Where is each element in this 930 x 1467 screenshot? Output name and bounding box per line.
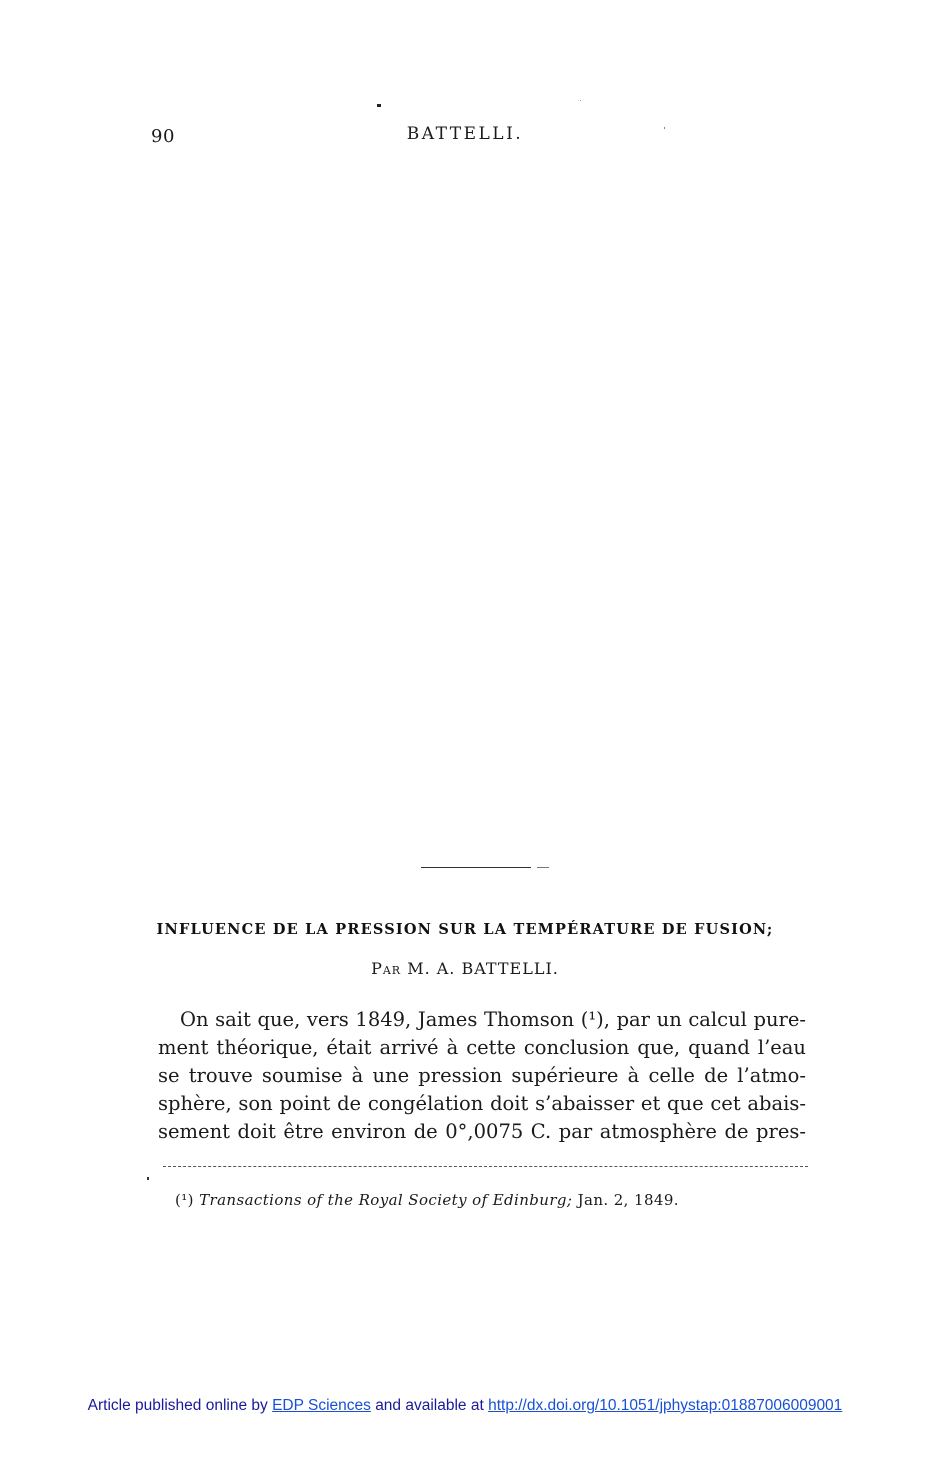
author-line [0, 959, 930, 978]
scan-speck [580, 100, 581, 101]
footnote-date: Jan. 2, 1849. [577, 1191, 679, 1209]
title-separator-rule-tail [537, 867, 549, 868]
scan-speck [147, 1177, 149, 1180]
running-head: BATTELLI. [406, 124, 524, 144]
title-separator-rule [421, 867, 531, 868]
publisher-link[interactable]: EDP Sciences [272, 1397, 371, 1414]
scan-speck [664, 127, 665, 129]
footer-middle: and available at [375, 1397, 484, 1414]
body-line: sement doit être environ de 0°,0075 C. par atmosphère de pres- [158, 1120, 806, 1143]
footnote-source: Transactions of the Royal Society of Edinburg; [199, 1191, 573, 1209]
article-title: INFLUENCE DE LA PRESSION SUR LA TEMPÉRATURE DE FUSION; [156, 921, 774, 938]
footnote-separator-rule [163, 1166, 808, 1167]
footer-prefix: Article published online by [87, 1397, 268, 1414]
footnote [175, 1191, 679, 1209]
footnote-marker: (¹) [175, 1191, 194, 1209]
scan-speck [377, 104, 381, 107]
body-line: ment théorique, était arrivé à cette conclusion que, quand l’eau [158, 1036, 806, 1059]
body-line: sphère, son point de congélation doit s’abaisser et que cet abais- [158, 1092, 806, 1115]
body-line: On sait que, vers 1849, James Thomson (¹), par un calcul pure- [180, 1008, 806, 1031]
publication-footer [0, 1397, 930, 1415]
body-line: se trouve soumise à une pression supérieure à celle de l’atmo- [158, 1064, 806, 1087]
doi-link[interactable]: http://dx.doi.org/10.1051/jphystap:01887006009001 [488, 1397, 843, 1414]
author-name: M. A. BATTELLI. [407, 959, 559, 978]
page-number: 90 [151, 126, 175, 147]
body-paragraph [158, 1006, 806, 1146]
author-prefix: Par [371, 959, 402, 978]
